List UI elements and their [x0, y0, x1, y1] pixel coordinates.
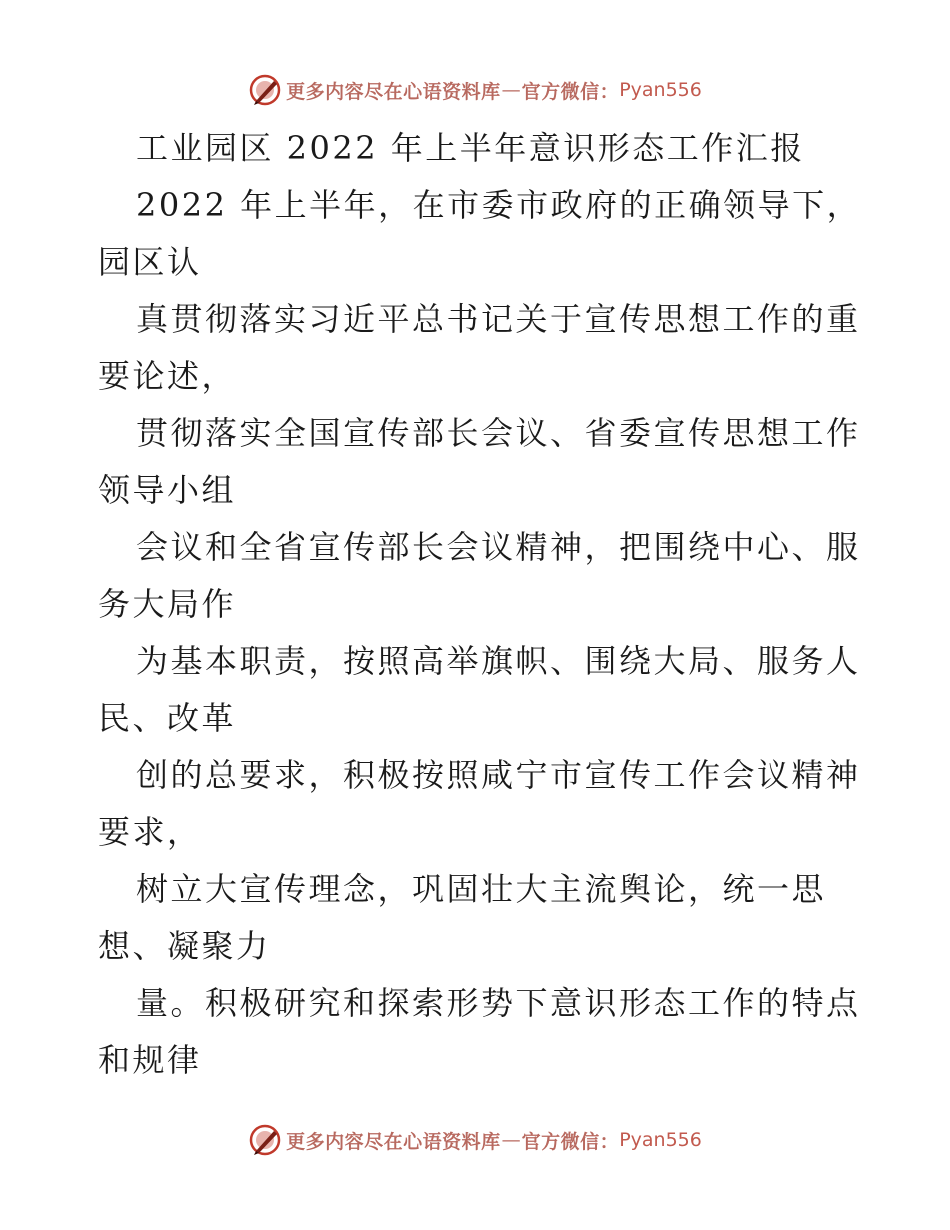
- paragraph-line: 创的总要求，积极按照咸宁市宣传工作会议精神: [136, 756, 861, 794]
- watermark-account: Pyan556: [619, 79, 702, 101]
- paragraph-line: 会议和全省宣传部长会议精神，把围绕中心、服: [136, 528, 861, 566]
- watermark-separator: —: [501, 79, 521, 101]
- paragraph-line: 务大局作: [98, 585, 237, 623]
- paragraph-line: 想、凝聚力: [98, 927, 271, 965]
- pen-logo-icon: [248, 1123, 282, 1157]
- paragraph-line: 量。积极研究和探索形势下意识形态工作的特点: [136, 984, 861, 1022]
- watermark-label: 官方微信：: [521, 1130, 620, 1153]
- paragraph-line: 领导小组: [98, 471, 237, 509]
- paragraph-line: 和规律: [98, 1041, 202, 1079]
- footer-watermark: [0, 1120, 950, 1160]
- watermark-prefix: 更多内容尽在心语资料库: [286, 1130, 501, 1153]
- watermark-account: Pyan556: [619, 1129, 702, 1151]
- paragraph-line: 2022 年上半年，在市委市政府的正确领导下，: [136, 186, 862, 224]
- paragraph-line: 民、改革: [98, 699, 237, 737]
- watermark-label: 官方微信：: [521, 80, 620, 103]
- paragraph-line: 贯彻落实全国宣传部长会议、省委宣传思想工作: [136, 414, 861, 452]
- watermark-prefix: 更多内容尽在心语资料库: [286, 80, 501, 103]
- document-title: 工业园区 2022 年上半年意识形态工作汇报: [136, 129, 805, 167]
- paragraph-line: 真贯彻落实习近平总书记关于宣传思想工作的重: [136, 300, 861, 338]
- paragraph-line: 要求，: [98, 813, 202, 851]
- paragraph-line: 为基本职责，按照高举旗帜、围绕大局、服务人: [136, 642, 861, 680]
- watermark-separator: —: [501, 1129, 521, 1151]
- paragraph-line: 要论述，: [98, 357, 237, 395]
- pen-logo-icon: [248, 73, 282, 107]
- paragraph-line: 园区认: [98, 243, 202, 281]
- paragraph-line: 树立大宣传理念，巩固壮大主流舆论，统一思: [136, 870, 827, 908]
- header-watermark: [0, 70, 950, 110]
